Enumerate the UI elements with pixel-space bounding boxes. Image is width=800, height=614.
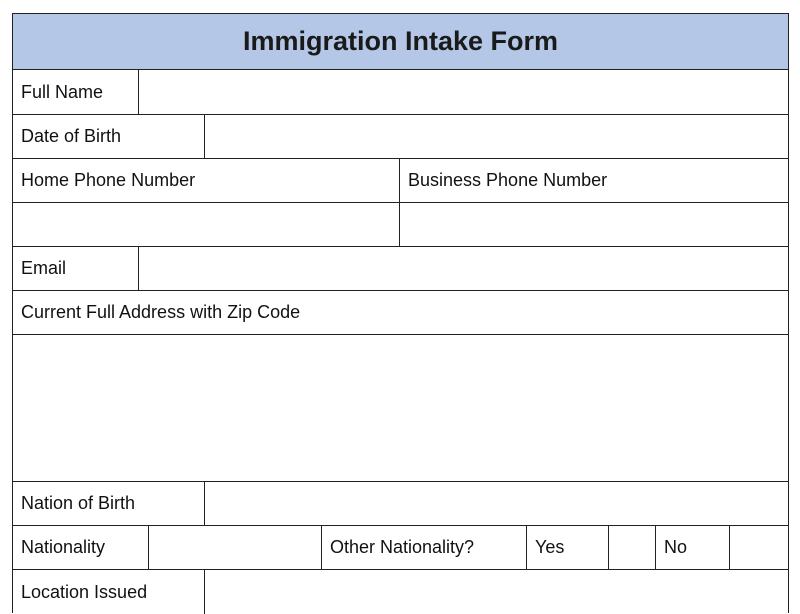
no-label: No xyxy=(656,526,730,569)
business-phone-label: Business Phone Number xyxy=(408,170,608,190)
row-email xyxy=(13,247,788,291)
date-of-birth-label: Date of Birth xyxy=(13,115,205,158)
nation-of-birth-label: Nation of Birth xyxy=(13,482,205,525)
nationality-field[interactable] xyxy=(149,526,322,569)
address-field[interactable] xyxy=(13,335,788,481)
nation-of-birth-field[interactable] xyxy=(205,482,788,525)
other-nationality-label: Other Nationality? xyxy=(322,526,527,569)
immigration-intake-form xyxy=(12,13,789,613)
address-label: Current Full Address with Zip Code xyxy=(21,302,301,322)
email-field[interactable] xyxy=(139,247,788,290)
row-location-issued xyxy=(13,570,788,614)
yes-checkbox[interactable] xyxy=(609,526,656,569)
row-nationality xyxy=(13,526,788,570)
row-phone-fields xyxy=(13,203,788,247)
email-label: Email xyxy=(13,247,139,290)
date-of-birth-field[interactable] xyxy=(205,115,788,158)
home-phone-label: Home Phone Number xyxy=(13,159,400,202)
yes-label: Yes xyxy=(527,526,609,569)
nationality-label: Nationality xyxy=(13,526,149,569)
no-checkbox[interactable] xyxy=(730,526,788,569)
full-name-field[interactable] xyxy=(139,70,788,114)
business-phone-field[interactable] xyxy=(400,203,788,246)
row-full-name xyxy=(13,70,788,115)
full-name-label: Full Name xyxy=(13,70,139,114)
location-issued-label: Location Issued xyxy=(13,570,205,614)
row-address-field xyxy=(13,335,788,482)
row-date-of-birth xyxy=(13,115,788,159)
home-phone-field[interactable] xyxy=(13,203,400,246)
form-title: Immigration Intake Form xyxy=(13,14,788,70)
row-nation-of-birth xyxy=(13,482,788,526)
row-address-label xyxy=(13,291,788,335)
row-phone-labels xyxy=(13,159,788,203)
location-issued-field[interactable] xyxy=(205,570,788,614)
